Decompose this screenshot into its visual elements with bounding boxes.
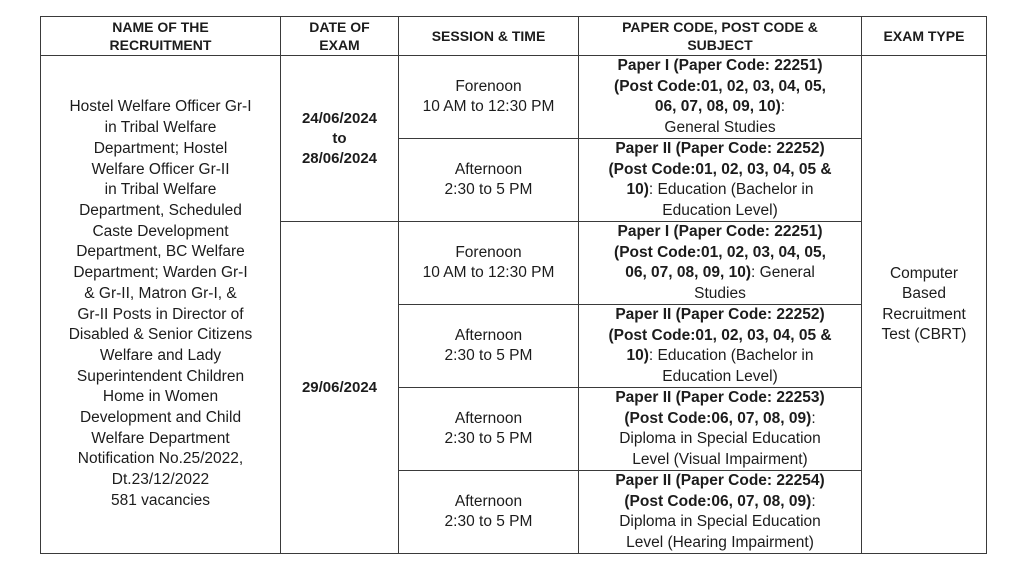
recruitment-name-cell: Hostel Welfare Officer Gr-I in Tribal Welfare Department; Hostel Welfare Officer Gr-II in Tribal Welfare Department, Scheduled Caste Development Department, BC Welfare Department; Warden Gr-I & Gr-II, Matron Gr-I, & Gr-II Posts in Director of Disabled & Senior Citizens Welfare and Lady Superintendent Children Home in Women Development and Child Welfare Department Notification No.25/2022, Dt.23/12/2022 581 vacancies bbox=[41, 56, 281, 554]
paper-cell: Paper II (Paper Code: 22252) (Post Code:01, 02, 03, 04, 05 & 10): Education (Bachelor in Education Level) bbox=[579, 139, 862, 222]
header-session-time: SESSION & TIME bbox=[399, 17, 579, 56]
paper-cell: Paper I (Paper Code: 22251) (Post Code:01, 02, 03, 04, 05, 06, 07, 08, 09, 10): General Studies bbox=[579, 56, 862, 139]
header-row bbox=[41, 17, 987, 56]
exam-schedule bbox=[40, 16, 987, 554]
header-paper-code: PAPER CODE, POST CODE & SUBJECT bbox=[579, 17, 862, 56]
paper-cell: Paper II (Paper Code: 22253) (Post Code:06, 07, 08, 09): Diploma in Special Education Level (Visual Impairment) bbox=[579, 388, 862, 471]
session-cell: Forenoon 10 AM to 12:30 PM bbox=[399, 56, 579, 139]
exam-schedule-table bbox=[40, 16, 987, 554]
paper-cell: Paper II (Paper Code: 22252) (Post Code:01, 02, 03, 04, 05 & 10): Education (Bachelor in Education Level) bbox=[579, 305, 862, 388]
date-cell-single: 29/06/2024 bbox=[281, 222, 399, 554]
date-cell-range: 24/06/2024 to 28/06/2024 bbox=[281, 56, 399, 222]
header-exam-type: EXAM TYPE bbox=[862, 17, 987, 56]
table-row bbox=[41, 56, 987, 139]
header-date-of-exam: DATE OF EXAM bbox=[281, 17, 399, 56]
paper-cell: Paper II (Paper Code: 22254) (Post Code:06, 07, 08, 09): Diploma in Special Education Level (Hearing Impairment) bbox=[579, 471, 862, 554]
session-cell: Afternoon 2:30 to 5 PM bbox=[399, 305, 579, 388]
session-cell: Afternoon 2:30 to 5 PM bbox=[399, 388, 579, 471]
session-cell: Afternoon 2:30 to 5 PM bbox=[399, 471, 579, 554]
session-cell: Afternoon 2:30 to 5 PM bbox=[399, 139, 579, 222]
session-cell: Forenoon 10 AM to 12:30 PM bbox=[399, 222, 579, 305]
exam-type-cell: Computer Based Recruitment Test (CBRT) bbox=[862, 56, 987, 554]
paper-cell: Paper I (Paper Code: 22251) (Post Code:01, 02, 03, 04, 05, 06, 07, 08, 09, 10): General Studies bbox=[579, 222, 862, 305]
header-name-of-recruitment: NAME OF THE RECRUITMENT bbox=[41, 17, 281, 56]
